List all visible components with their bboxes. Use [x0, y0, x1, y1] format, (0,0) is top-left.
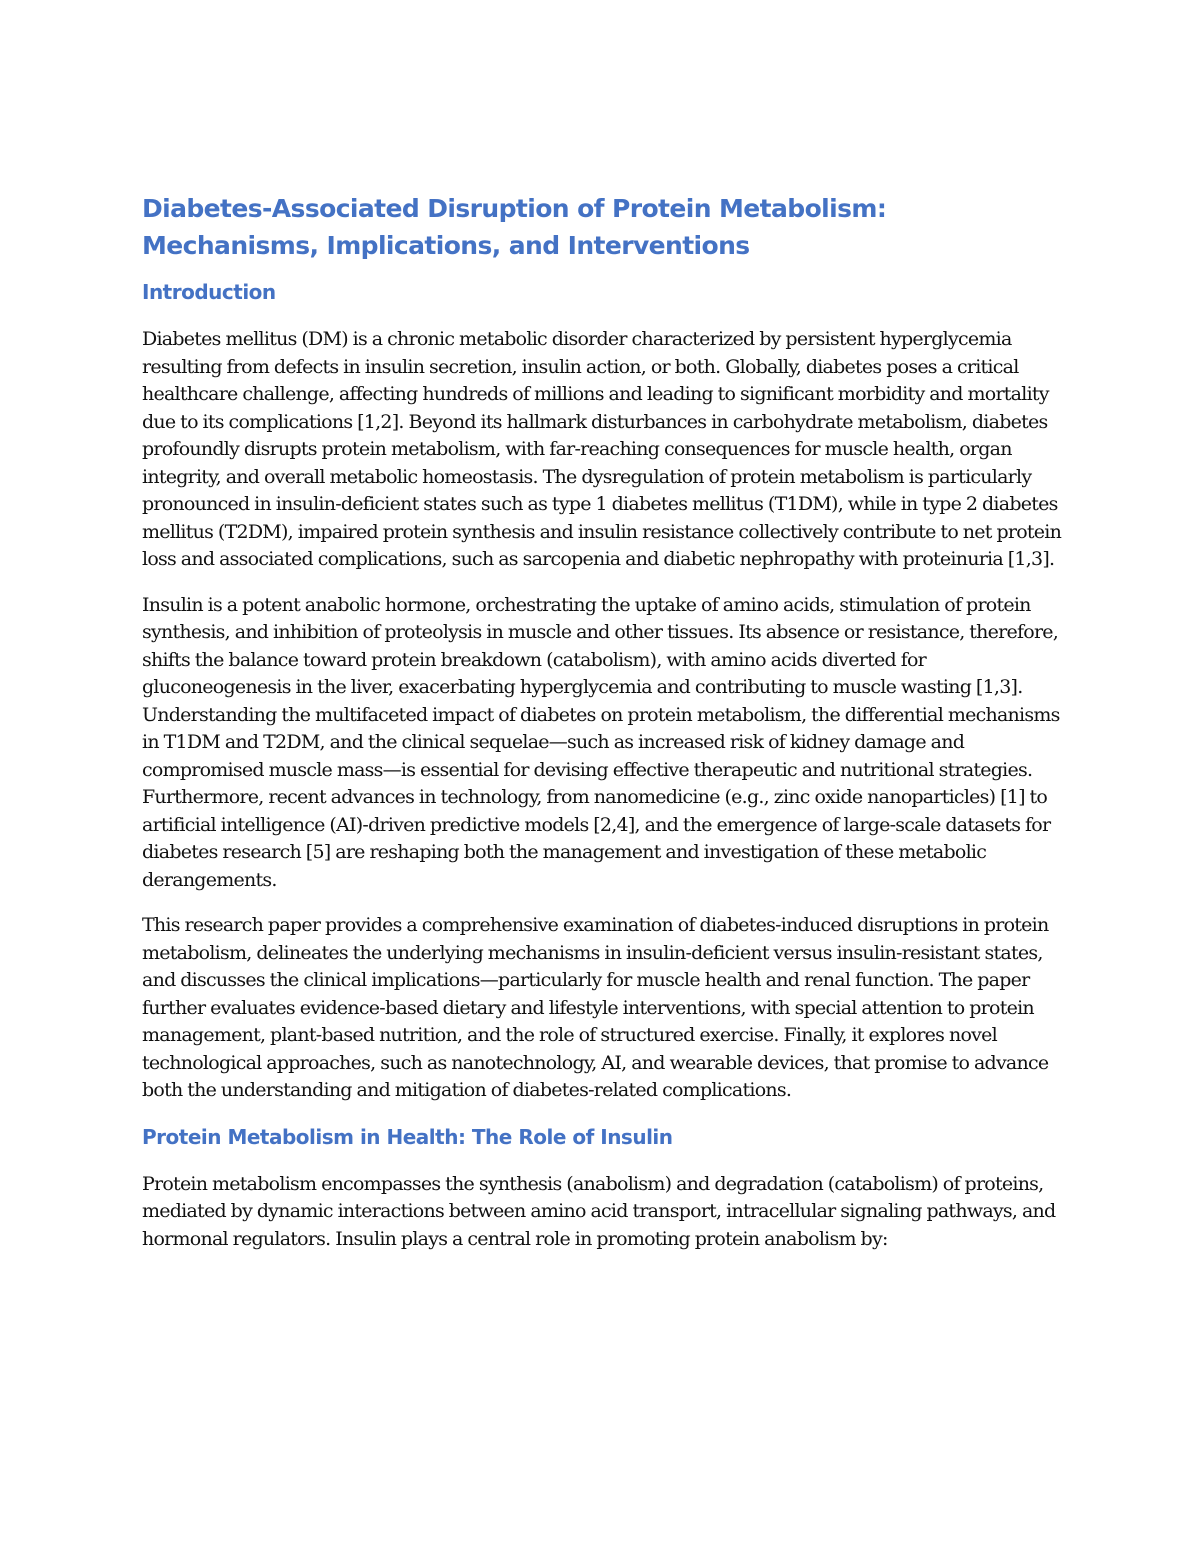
intro-paragraph-3: This research paper provides a comprehensive examination of diabetes-induced disruptions in protein metabolism, delineates the underlying mechanisms in insulin-deficient versus insulin-resistant states, and discusses the clinical implications—particularly for muscle health and renal function. The paper further evaluates evidence-based dietary and lifestyle interventions, with special attention to protein management, plant-based nutrition, and the role of structured exercise. Finally, it explores novel technological approaches, such as nanotechnology, AI, and wearable devices, that promise to advance both the understanding and mitigation of diabetes-related complications.: [142, 914, 1049, 1101]
intro-paragraph-1: Diabetes mellitus (DM) is a chronic metabolic disorder characterized by persistent hyperglycemia resulting from defects in insulin secretion, insulin action, or both. Globally, diabetes poses a critical healthcare challenge, affecting hundreds of millions and leading to significant morbidity and mortality due to its complications [1,2]. Beyond its hallmark disturbances in carbohydrate metabolism, diabetes profoundly disrupts protein metabolism, with far-reaching consequences for muscle health, organ integrity, and overall metabolic homeostasis. The dysregulation of protein metabolism is particularly pronounced in insulin-deficient states such as type 1 diabetes mellitus (T1DM), while in type 2 diabetes mellitus (T2DM), impaired protein synthesis and insulin resistance collectively contribute to net protein loss and associated complications, such as sarcopenia and diabetic nephropathy with proteinuria [1,3].: [142, 328, 1062, 570]
section-heading-introduction: Introduction: [142, 280, 276, 304]
document-page: [142, 190, 1062, 1271]
document-title: Diabetes-Associated Disruption of Protein Metabolism: Mechanisms, Implications, and Interventions: [142, 194, 887, 260]
section-protein-metabolism: [142, 1123, 1062, 1254]
section-introduction: [142, 278, 1062, 1105]
protein-metabolism-paragraph-1: Protein metabolism encompasses the synthesis (anabolism) and degradation (catabolism) of proteins, mediated by dynamic interactions between amino acid transport, intracellular signaling pathways, and hormonal regulators. Insulin plays a central role in promoting protein anabolism by:: [142, 1172, 1056, 1250]
intro-paragraph-2: Insulin is a potent anabolic hormone, orchestrating the uptake of amino acids, stimulation of protein synthesis, and inhibition of proteolysis in muscle and other tissues. Its absence or resistance, therefore, shifts the balance toward protein breakdown (catabolism), with amino acids diverted for gluconeogenesis in the liver, exacerbating hyperglycemia and contributing to muscle wasting [1,3]. Understanding the multifaceted impact of diabetes on protein metabolism, the differential mechanisms in T1DM and T2DM, and the clinical sequelae—such as increased risk of kidney damage and compromised muscle mass—is essential for devising effective therapeutic and nutritional strategies. Furthermore, recent advances in technology, from nanomedicine (e.g., zinc oxide nanoparticles) [1] to artificial intelligence (AI)-driven predictive models [2,4], and the emergence of large-scale datasets for diabetes research [5] are reshaping both the management and investigation of these metabolic derangements.: [142, 593, 1060, 891]
section-heading-protein-metabolism: Protein Metabolism in Health: The Role of Insulin: [142, 1124, 673, 1149]
